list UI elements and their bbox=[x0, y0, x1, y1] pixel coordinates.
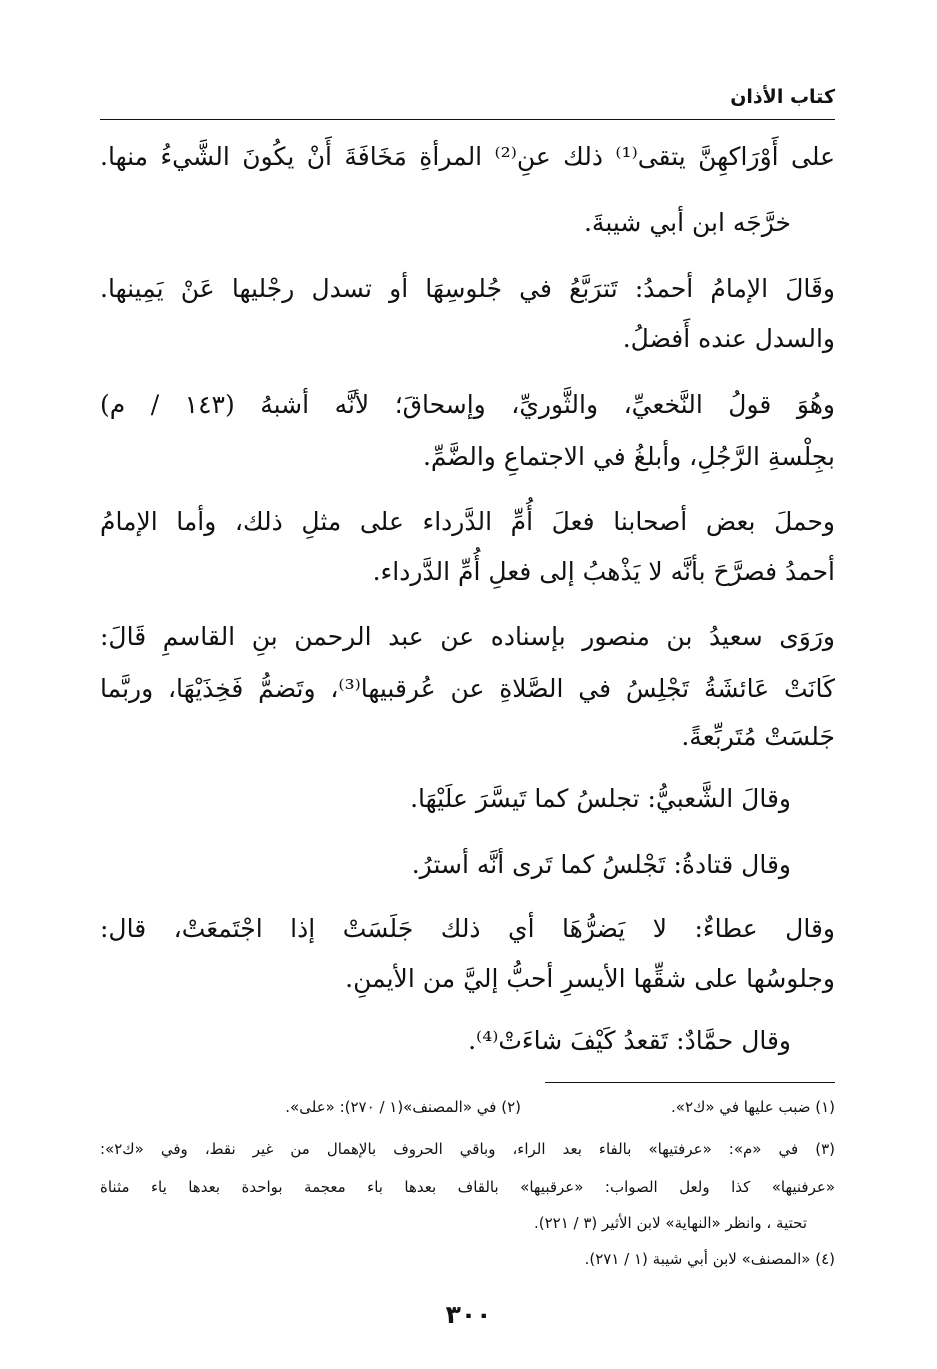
footnote-3-line-1: (٣) في «م»: «عرفتيها» بالفاء بعد الراء، وباقي الحروف بالإهمال من غير نقط، وفي «ك٢»: bbox=[100, 1140, 835, 1158]
body-line: وقال عطاءٌ: لا يَضرُّهَا أي ذلك جَلَسَتْ إذا اجْتَمعَتْ، قال: bbox=[100, 914, 835, 943]
footnote-3-line-3: تحتية ، وانظر «النهاية» لابن الأثير (٣ / ٢٢١). bbox=[533, 1214, 807, 1232]
footnote-4: (٤) «المصنف» لابن أبي شيبة (١ / ٢٧١). bbox=[584, 1250, 835, 1268]
body-line: بجِلْسةِ الرَّجُلِ، وأبلغُ في الاجتماعِ والضَّمِّ. bbox=[422, 442, 835, 471]
body-line: وجلوسُها على شقِّها الأيسرِ أحبُّ إليَّ من الأيمنِ. bbox=[345, 964, 835, 993]
running-title: كتاب الأذان bbox=[730, 86, 835, 108]
body-line: خرَّجَه ابن أبي شيبةَ. bbox=[583, 208, 791, 237]
body-line: كَانَتْ عَائشَةُ تَجْلِسُ في الصَّلاةِ عن عُرقبيها⁽³⁾، وتَضمُّ فَخِذَيْهَا، وربَّما bbox=[100, 674, 835, 703]
footnote-1: (١) ضبب عليها في «ك٢». bbox=[671, 1098, 835, 1116]
footnote-rule bbox=[545, 1082, 835, 1083]
body-line: وقال حمَّادٌ: تَقعدُ كَيْفَ شاءَتْ⁽⁴⁾. bbox=[468, 1026, 791, 1055]
body-line: على أَوْرَاكهِنَّ يتقى⁽¹⁾ ذلك عنِ⁽²⁾ المرأةِ مَخَافَةَ أَنْ يكُونَ الشَّيءُ منها. bbox=[100, 142, 836, 171]
body-line: وقالَ الشَّعبيُّ: تجلسُ كما تَيسَّرَ علَيْهَا. bbox=[410, 784, 791, 813]
body-line: والسدل عنده أَفضلُ. bbox=[622, 324, 835, 353]
footnote-2: (٢) في «المصنف»(١ / ٢٧٠): «على». bbox=[285, 1098, 521, 1116]
footnote-line bbox=[285, 1096, 835, 1118]
page-number: ٣٠٠ bbox=[445, 1300, 492, 1329]
header-rule bbox=[100, 119, 835, 120]
footnote-3-line-2: «عرفنيها» كذا ولعل الصواب: «عرقبيها» بالقاف بعدها باء معجمة بواحدة بعدها ياء مثناة bbox=[100, 1178, 835, 1196]
body-line: وحملَ بعض أصحابنا فعلَ أُمِّ الدَّرداء على مثلِ ذلك، وأما الإمامُ bbox=[100, 507, 835, 536]
body-line: أحمدُ فصرَّحَ بأنَّه لا يَذْهبُ إلى فعلِ أُمِّ الدَّرداء. bbox=[372, 557, 835, 586]
body-line: جَلسَتْ مُتَربِّعةً. bbox=[681, 722, 835, 751]
body-line: وقال قتادةُ: تَجْلسُ كما تَرى أنَّه أسترُ. bbox=[411, 850, 791, 879]
body-line: وقَالَ الإمامُ أحمدُ: تَترَبَّعُ في جُلوسِهَا أو تسدل رجْليها عَنْ يَمِينها. bbox=[100, 274, 835, 303]
body-line: وهُوَ قولُ النَّخعيِّ، والثَّوريِّ، وإسحاقَ؛ لأنَّه أشبهُ (١٤٣ / م) bbox=[100, 390, 835, 419]
body-line: ورَوَى سعيدُ بن منصور بإسناده عن عبد الرحمن بنِ القاسمِ قَالَ: bbox=[100, 622, 835, 651]
